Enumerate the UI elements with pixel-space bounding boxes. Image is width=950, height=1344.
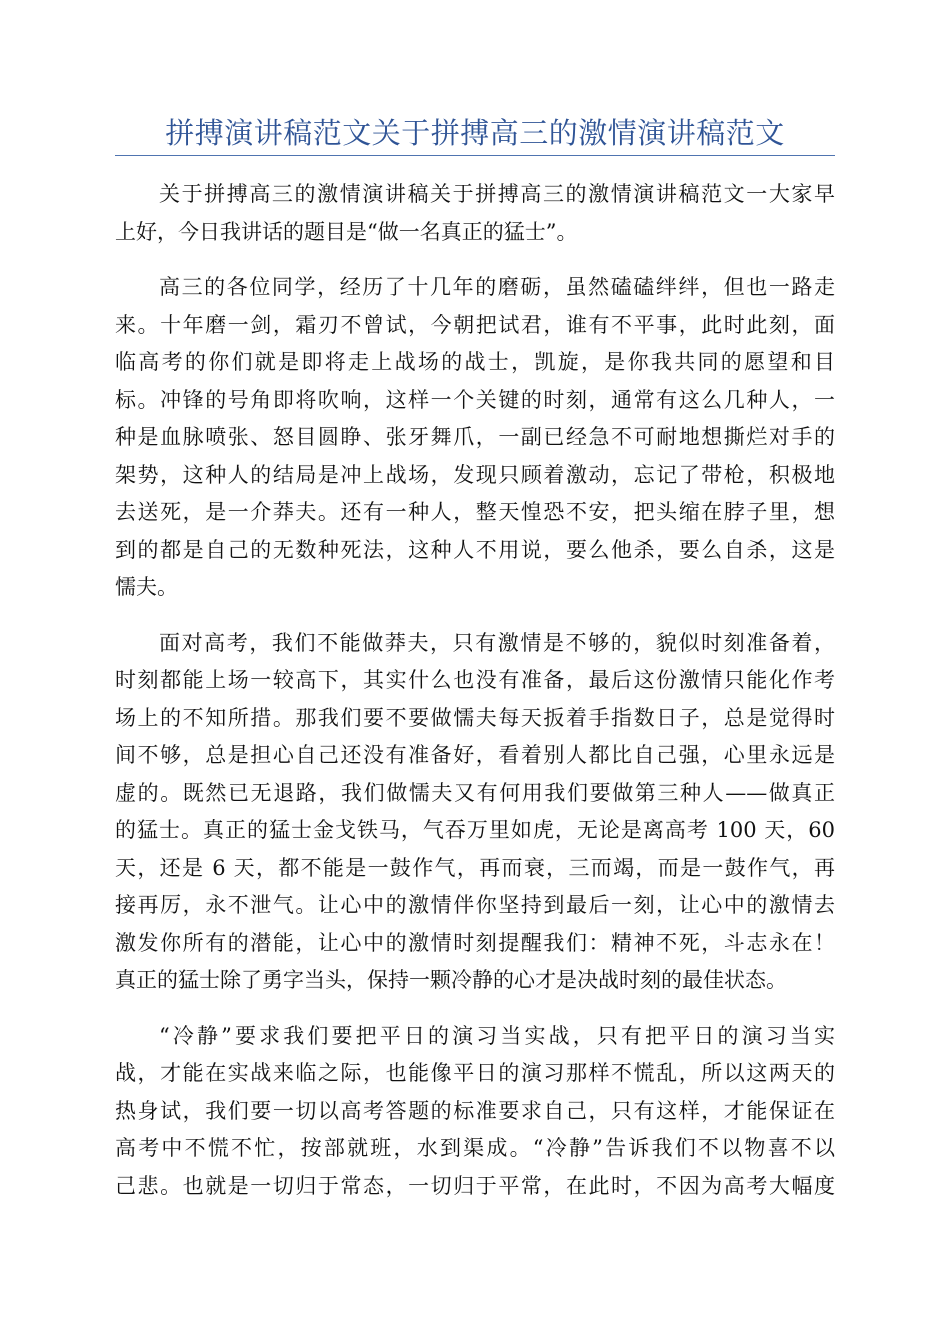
text-line: 面对高考，我们不能做莽夫，只有激情是不够的，貌似时刻准备着，: [159, 630, 835, 655]
text-line: 热身试，我们要一切以高考答题的标准要求自己，只有这样，才能保证在: [115, 1098, 835, 1123]
text-line: 真正的猛士除了勇字当头，保持一颗冷静的心才是决战时刻的最佳状态。: [115, 968, 787, 992]
text-line: 标。冲锋的号角即将吹响，这样一个关键的时刻，通常有这么几种人，一: [115, 387, 835, 412]
title-underline: [115, 155, 835, 156]
paragraph-3: [115, 625, 835, 1000]
text-line: 场上的不知所措。那我们要不要做懦夫每天扳着手指数日子，总是觉得时: [115, 705, 835, 730]
text-line: 临高考的你们就是即将走上战场的战士，凯旋，是你我共同的愿望和目: [115, 350, 835, 374]
text-line: 来。十年磨一剑，霜刃不曾试，今朝把试君，谁有不平事，此时此刻，面: [115, 312, 835, 337]
text-line: 关于拼搏高三的激情演讲稿关于拼搏高三的激情演讲稿范文一大家早: [159, 182, 835, 206]
document-title: 拼搏演讲稿范文关于拼搏高三的激情演讲稿范文: [165, 116, 785, 150]
text-line: 架势，这种人的结局是冲上战场，发现只顾着激动，忘记了带枪，积极地: [115, 462, 835, 487]
text-line: 高三的各位同学，经历了十几年的磨砺，虽然磕磕绊绊，但也一路走: [159, 275, 835, 299]
paragraph-1: [115, 176, 835, 251]
text-line: 战，才能在实战来临之际，也能像平日的演习那样不慌乱，所以这两天的: [115, 1061, 835, 1085]
text-line: “冷静”要求我们要把平日的演习当实战，只有把平日的演习当实: [159, 1023, 835, 1048]
text-line: 去送死，是一介莽夫。还有一种人，整天惶恐不安，把头缩在脖子里，想: [115, 500, 835, 524]
text-line: 激发你所有的潜能，让心中的激情时刻提醒我们：精神不死，斗志永在！: [115, 930, 835, 955]
text-line: 高考中不慌不忙，按部就班，水到渠成。“冷静”告诉我们不以物喜不以: [115, 1136, 835, 1160]
document-body: [115, 176, 835, 1223]
text-line: 间不够，总是担心自己还没有准备好，看着别人都比自己强，心里永远是: [115, 743, 835, 767]
text-line: 懦夫。: [115, 575, 178, 599]
text-line: 的猛士。真正的猛士金戈铁马，气吞万里如虎，无论是离高考 100 天，60: [115, 818, 835, 842]
text-line: 天，还是 6 天，都不能是一鼓作气，再而衰，三而竭，而是一鼓作气，再: [115, 855, 835, 880]
paragraph-2: [115, 269, 835, 607]
paragraph-4: [115, 1018, 835, 1206]
text-line: 到的都是自己的无数种死法，这种人不用说，要么他杀，要么自杀，这是: [115, 537, 835, 562]
text-line: 上好，今日我讲话的题目是“做一名真正的猛士”。: [115, 219, 578, 244]
text-line: 己悲。也就是一切归于常态，一切归于平常，在此时，不因为高考大幅度: [115, 1173, 835, 1198]
text-line: 虚的。既然已无退路，我们做懦夫又有何用我们要做第三种人——做真正: [115, 780, 835, 805]
text-line: 种是血脉喷张、怒目圆睁、张牙舞爪，一副已经急不可耐地想撕烂对手的: [115, 425, 835, 449]
text-line: 时刻都能上场一较高下，其实什么也没有准备，最后这份激情只能化作考: [115, 668, 835, 692]
text-line: 接再厉，永不泄气。让心中的激情伴你坚持到最后一刻，让心中的激情去: [115, 893, 835, 917]
